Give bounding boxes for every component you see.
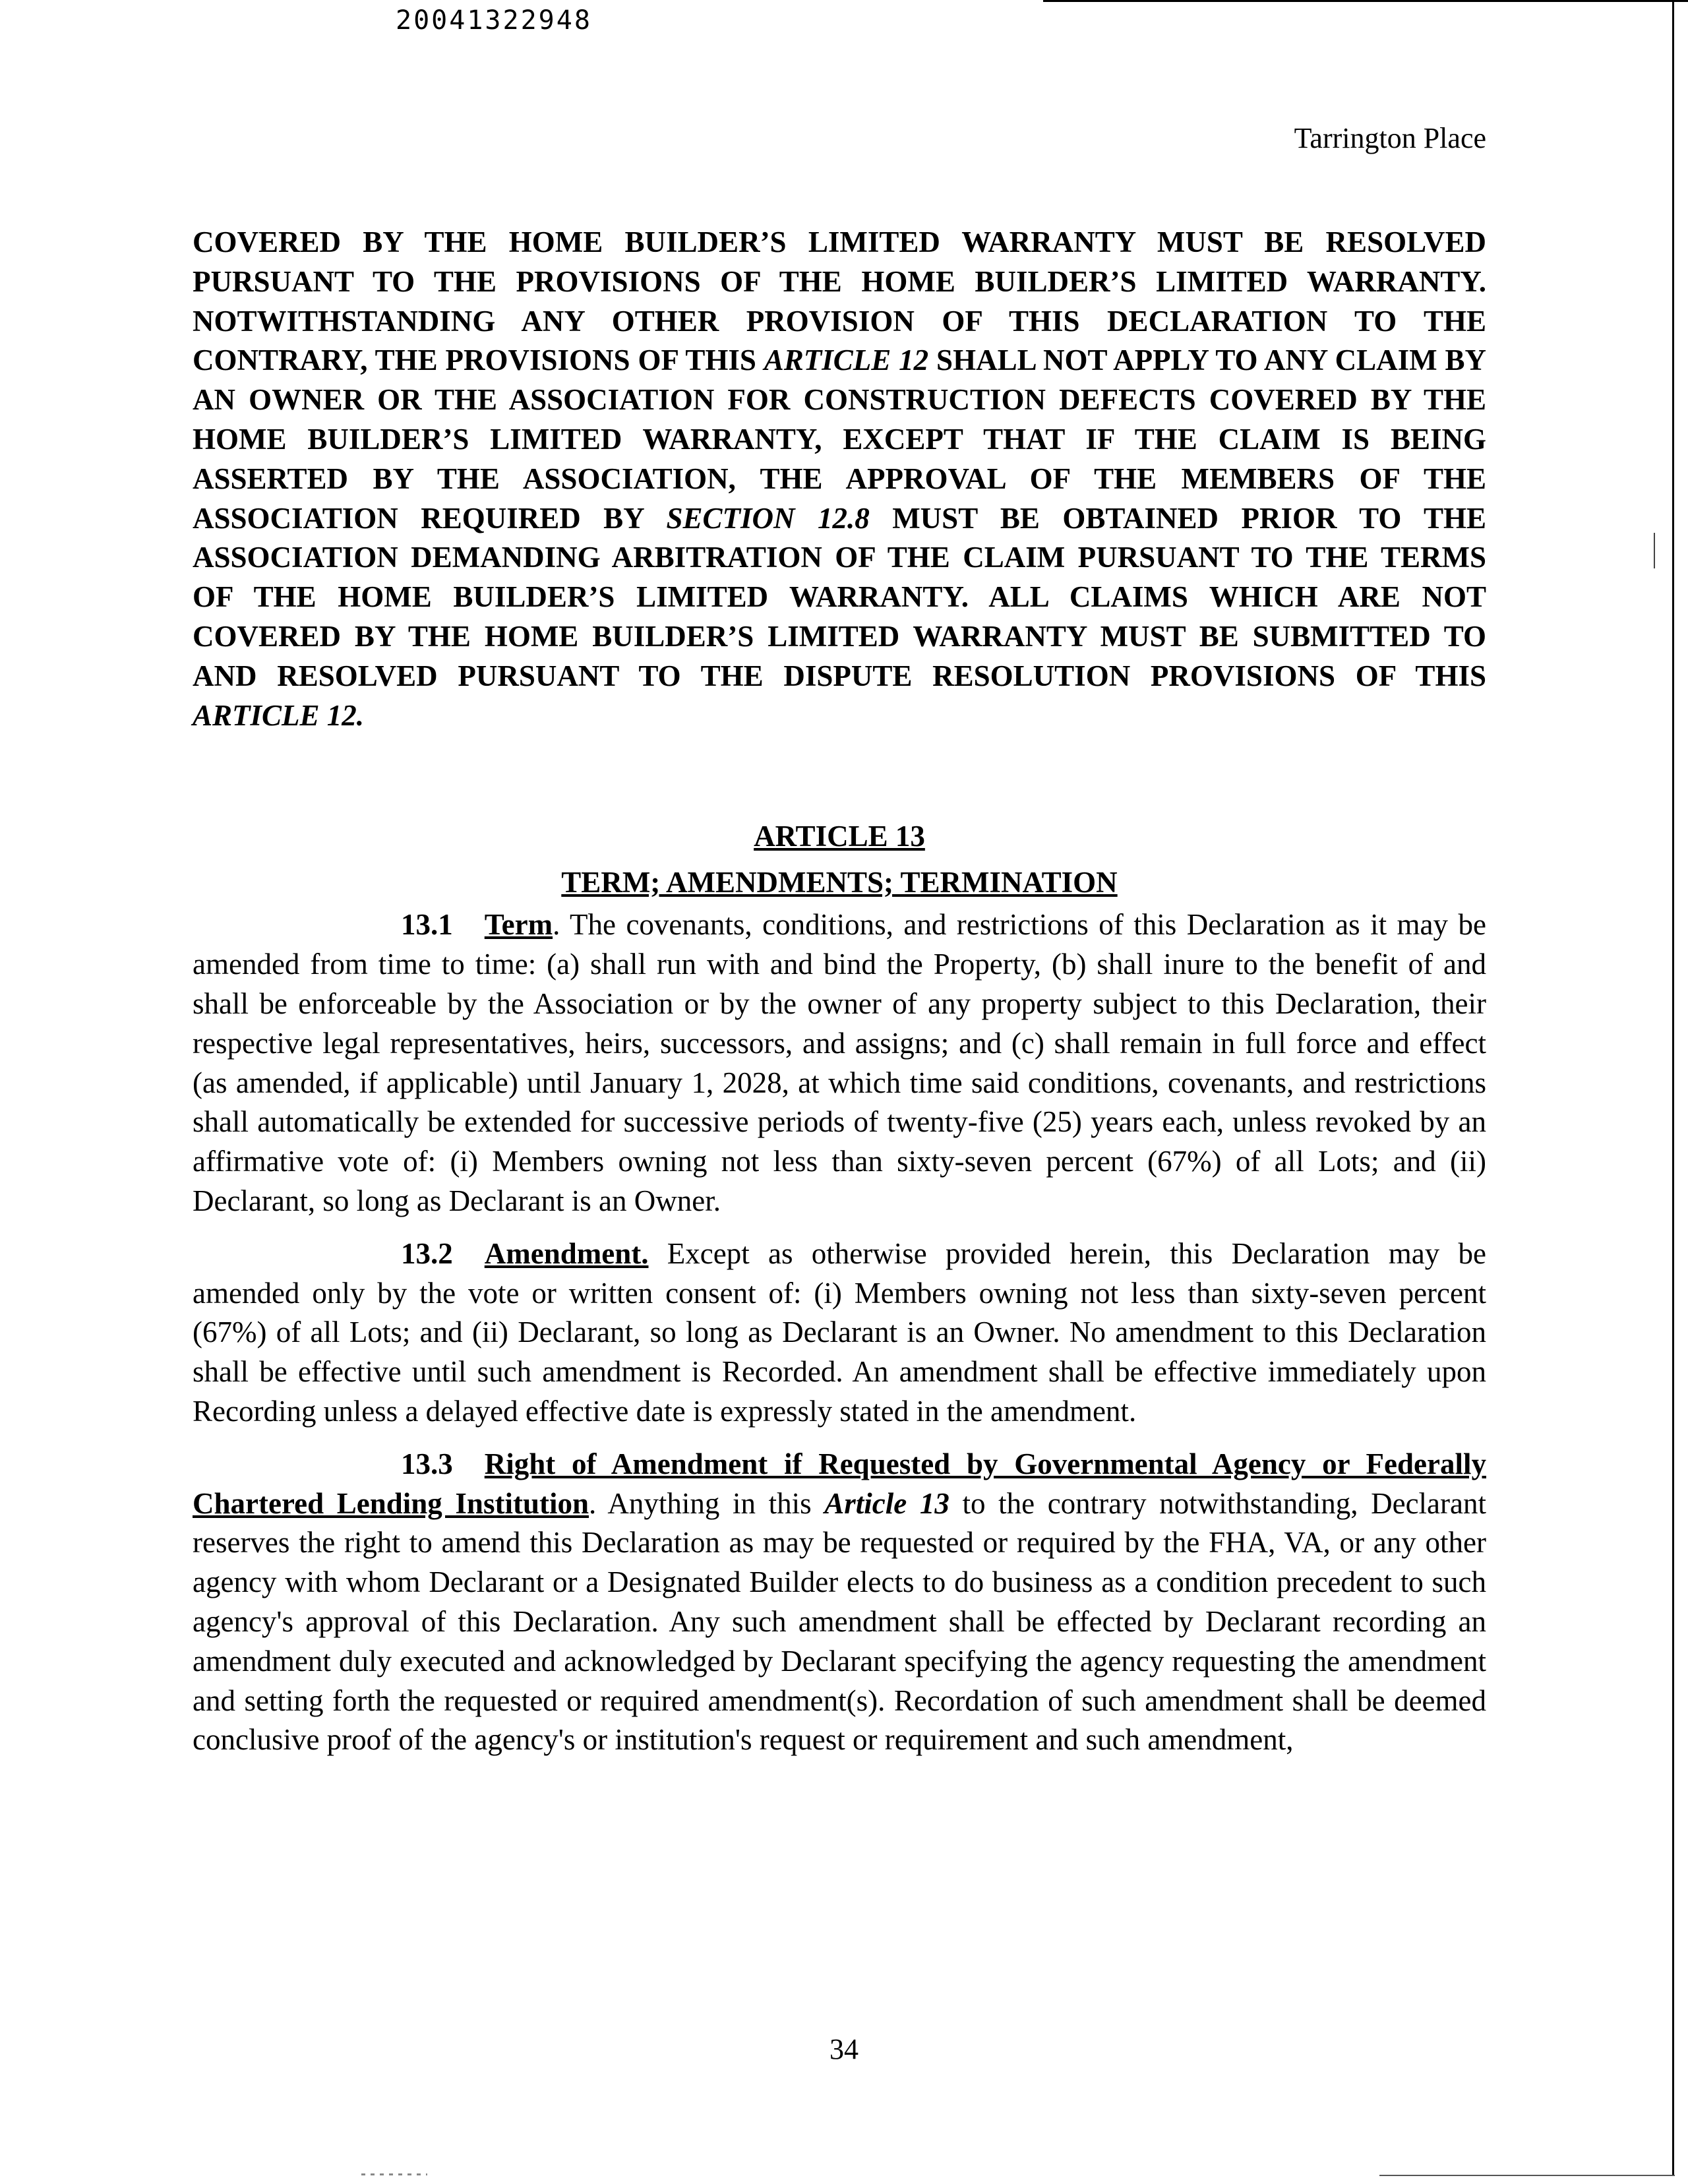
section-title-period: . bbox=[589, 1486, 597, 1520]
section-number: 13.1 bbox=[401, 908, 453, 942]
section-text-lead: Anything in this bbox=[596, 1486, 825, 1520]
top-border-line bbox=[1043, 0, 1688, 2]
continuation-text-2: SHALL NOT APPLY TO ANY CLAIM BY AN OWNER OR THE ASSOCIATION FOR CONSTRUCTION DEFECTS COVERED BY THE HOME BUILDER’S LIMITED WARRANTY, EXCEPT THAT IF THE CLAIM IS BEING ASSERTED BY THE ASSOCIATION, THE APPROVAL OF THE MEMBERS OF THE ASSOCIATION REQUIRED BY bbox=[193, 344, 1486, 535]
recording-number: 20041322948 bbox=[396, 5, 592, 36]
section-title: Term bbox=[484, 908, 553, 942]
bottom-border-line bbox=[1379, 2175, 1675, 2176]
section-text: The covenants, conditions, and restrictions of this Declaration as it may be amended from time to time: (a) shall run with and bind the Property, (b) shall inure to the benefit of and shall be enforceable by the Association or by the owner of any property subject to this Declaration, their respective legal representatives, heirs, successors, and assigns; and (c) shall remain in full force and effect (as amended, if applicable) until January 1, 2028, at which time said conditions, covenants, and restrictions shall automatically be extended for successive periods of twenty-five (25) years each, unless revoked by an affirmative vote of: (i) Members owning not less than sixty-seven percent (67%) of all Lots; and (ii) Declarant, so long as Declarant is an Owner. bbox=[193, 908, 1486, 1217]
section-title: Right of Amendment if Requested by Governmental Agency or Federally Chartered Lending Institution bbox=[193, 1447, 1486, 1520]
section-13-3 bbox=[193, 1445, 1486, 1760]
section-reference: SECTION 12.8 bbox=[666, 501, 870, 535]
section-13-1 bbox=[193, 905, 1486, 1221]
section-title: Amendment. bbox=[484, 1236, 649, 1270]
continuation-paragraph bbox=[193, 223, 1486, 735]
page-number: 34 bbox=[829, 2033, 859, 2065]
article-subtitle: TERM; AMENDMENTS; TERMINATION bbox=[561, 866, 1118, 899]
document-body bbox=[193, 223, 1486, 1760]
continuation-text-1: COVERED BY THE HOME BUILDER’S LIMITED WARRANTY MUST BE RESOLVED PURSUANT TO THE PROVISIONS OF THE HOME BUILDER’S LIMITED WARRANTY. NOTWITHSTANDING ANY OTHER PROVISION OF THIS DECLARATION TO THE CONTRARY, THE PROVISIONS OF THIS bbox=[193, 226, 1486, 377]
article-reference-end: ARTICLE 12. bbox=[193, 698, 365, 732]
section-text: Except as otherwise provided herein, this Declaration may be amended only by the vote or written consent of: (i) Members owning not less than sixty-seven percent (67%) of all Lots; and (ii) Declarant, so long as Declarant is an Owner. No amendment to this Declaration shall be effective until such amendment is Recorded. An amendment shall be effective immediately upon Recording unless a delayed effective date is expressly stated in the amendment. bbox=[193, 1236, 1486, 1428]
scan-specks bbox=[361, 2173, 427, 2175]
section-number: 13.2 bbox=[401, 1236, 453, 1270]
right-border-line bbox=[1672, 0, 1674, 2176]
scan-margin-mark bbox=[1654, 533, 1655, 568]
running-header: Tarrington Place bbox=[1294, 122, 1486, 154]
section-title-period: . bbox=[553, 908, 560, 942]
section-text: to the contrary notwithstanding, Declarant reserves the right to amend this Declaration as may be requested or required by the FHA, VA, or any other agency with whom Declarant or a Designated Builder elects to do business as a condition precedent to such agency's approval of this Declaration. Any such amendment shall be effected by Declarant recording an amendment duly executed and acknowledged by Declarant specifying the agency requesting the amendment and setting forth the requested or required amendment(s). Recordation of such amendment shall be deemed conclusive proof of the agency's or institution's request or requirement and such amendment, bbox=[193, 1486, 1486, 1757]
continuation-text-3: MUST BE OBTAINED PRIOR TO THE ASSOCIATION DEMANDING ARBITRATION OF THE CLAIM PURSUANT TO THE TERMS OF THE HOME BUILDER’S LIMITED WARRANTY. ALL CLAIMS WHICH ARE NOT COVERED BY THE HOME BUILDER’S LIMITED WARRANTY MUST BE SUBMITTED TO AND RESOLVED PURSUANT TO THE DISPUTE RESOLUTION PROVISIONS OF THIS bbox=[193, 501, 1486, 692]
article-reference: Article 13 bbox=[824, 1486, 950, 1520]
article-title: ARTICLE 13 bbox=[754, 820, 925, 853]
article-reference: ARTICLE 12 bbox=[764, 344, 929, 377]
section-number: 13.3 bbox=[401, 1447, 453, 1480]
section-13-2 bbox=[193, 1234, 1486, 1432]
